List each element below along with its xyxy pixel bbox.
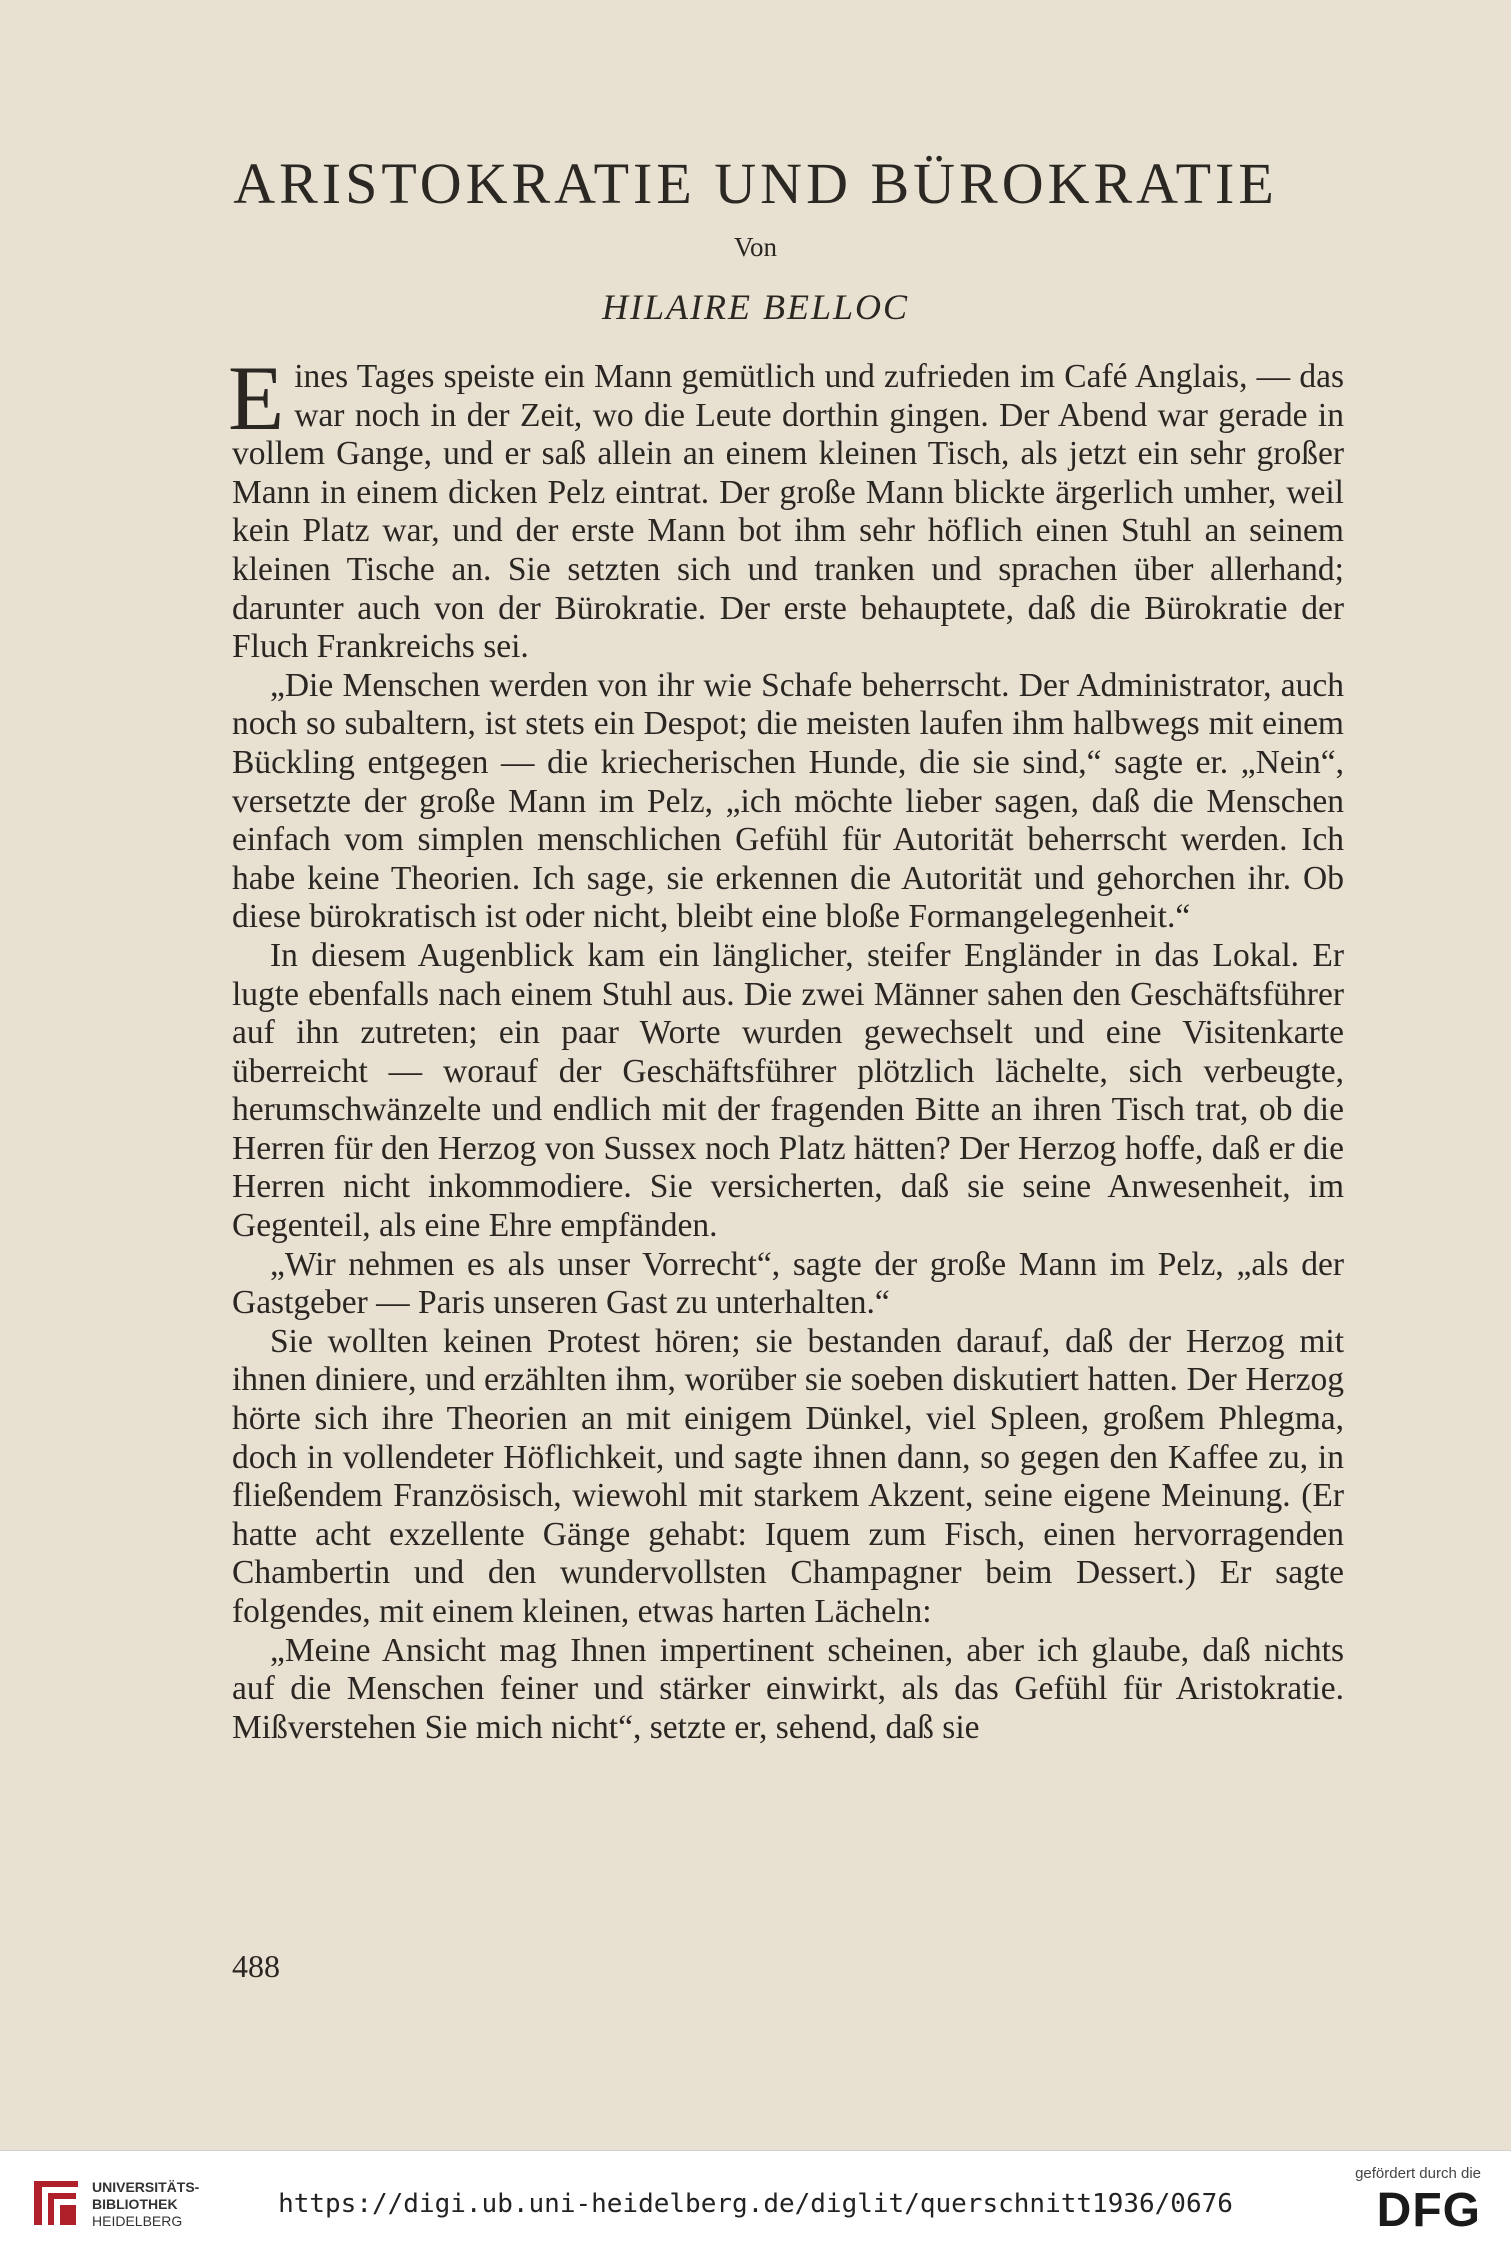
paragraph-5: Sie wollten keinen Protest hören; sie bestanden darauf, daß der Herzog mit ihnen diniere, und erzählten ihm, worüber sie soeben diskutiert hatten. Der Herzog hörte sich ihre Theorien an mit einigem Dünkel, viel Spleen, großem Phlegma, doch in vollendeter Höflichkeit, und sagte ihnen dann, so gegen den Kaffee zu, in fließendem Französisch, wiewohl mit starkem Akzent, seine eigene Meinung. (Er hatte acht exzellente Gänge gehabt: Iquem zum Fisch, einen hervorragenden Chambertin und den wundervollsten Champagner beim Dessert.) Er sagte folgendes, mit einem kleinen, etwas harten Lächeln: <box>232 1322 1344 1630</box>
permalink-url[interactable]: https://digi.ub.uni-heidelberg.de/diglit/querschnitt1936/0676 <box>278 2189 1233 2219</box>
funder-block <box>1355 2165 1481 2236</box>
paragraph-1 <box>228 347 1344 667</box>
author-name: HILAIRE BELLOC <box>602 287 909 327</box>
paragraph-4: „Wir nehmen es als unser Vorrecht“, sagte der große Mann im Pelz, „als der Gastgeber — Paris unseren Gast zu unterhalten.“ <box>232 1245 1344 1322</box>
library-name-line-3: HEIDELBERG <box>92 2213 183 2229</box>
funding-text: gefördert durch die <box>1355 2165 1481 2182</box>
paragraph-1-text: ines Tages speiste ein Mann gemütlich und zufrieden im Café Anglais, — das war noch in der Zeit, wo die Leute dorthin gingen. Der Abend war gerade in vollem Gange, und er saß allein an einem kleinen Tisch, als jetzt ein sehr großer Mann in einem dicken Pelz eintrat. Der große Mann blickte ärgerlich umher, weil kein Platz war, und der erste Mann bot ihm sehr höflich einen Stuhl an seinem kleinen Tische an. Sie setzten sich und tranken und sprachen über allerhand; darunter auch von der Bürokratie. Der erste behauptete, daß die Bürokratie der Fluch Frankreichs sei. <box>232 358 1344 666</box>
paragraph-3: In diesem Augenblick kam ein länglicher, steifer Engländer in das Lokal. Er lugte ebenfalls nach einem Stuhl aus. Die zwei Männer sahen den Geschäftsführer auf ihn zutreten; ein paar Worte wurden gewechselt und eine Visitenkarte überreicht — worauf der Geschäftsführer plötzlich lächelte, sich verbeugte, herumschwänzelte und endlich mit der fragenden Bitte an ihren Tisch trat, ob die Herren für den Herzog von Sussex noch Platz hätten? Der Herzog hoffe, daß er die Herren nicht inkommodiere. Sie versicherten, daß sie seine Anwesenheit, im Gegenteil, als eine Ehre empfänden. <box>232 936 1344 1245</box>
drop-cap: E <box>228 347 285 449</box>
library-name-line-1: UNIVERSITÄTS- <box>92 2179 200 2195</box>
viewer-footer <box>0 2150 1511 2259</box>
library-name-line-2: BIBLIOTHEK <box>92 2196 178 2212</box>
paragraph-2: „Die Menschen werden von ihr wie Schafe beherrscht. Der Administrator, auch noch so subaltern, ist stets ein Despot; die meisten laufen ihm halbwegs mit einem Bückling entgegen — die kriecherischen Hunde, die sie sind,“ sagte er. „Nein“, versetzte der große Mann im Pelz, „ich möchte lieber sagen, daß die Menschen einfach vom simplen menschlichen Gefühl für Autorität beherrscht werden. Ich habe keine Theorien. Ich sage, sie erkennen die Autorität und gehorchen ihr. Ob diese bürokratisch ist oder nicht, bleibt eine bloße Formangelegenheit.“ <box>232 666 1344 936</box>
page-number: 488 <box>232 1948 280 1984</box>
paragraph-6: „Meine Ansicht mag Ihnen impertinent scheinen, aber ich glaube, daß nichts auf die Menschen feiner und stärker einwirkt, als das Gefühl für Aristokratie. Mißverstehen Sie mich nicht“, setzte er, sehend, daß sie <box>232 1631 1344 1746</box>
article-title: ARISTOKRATIE UND BÜROKRATIE <box>233 151 1278 216</box>
byline-prefix: Von <box>733 232 778 262</box>
article-body <box>228 347 1344 1747</box>
dfg-logo: DFG <box>1376 2184 1481 2237</box>
